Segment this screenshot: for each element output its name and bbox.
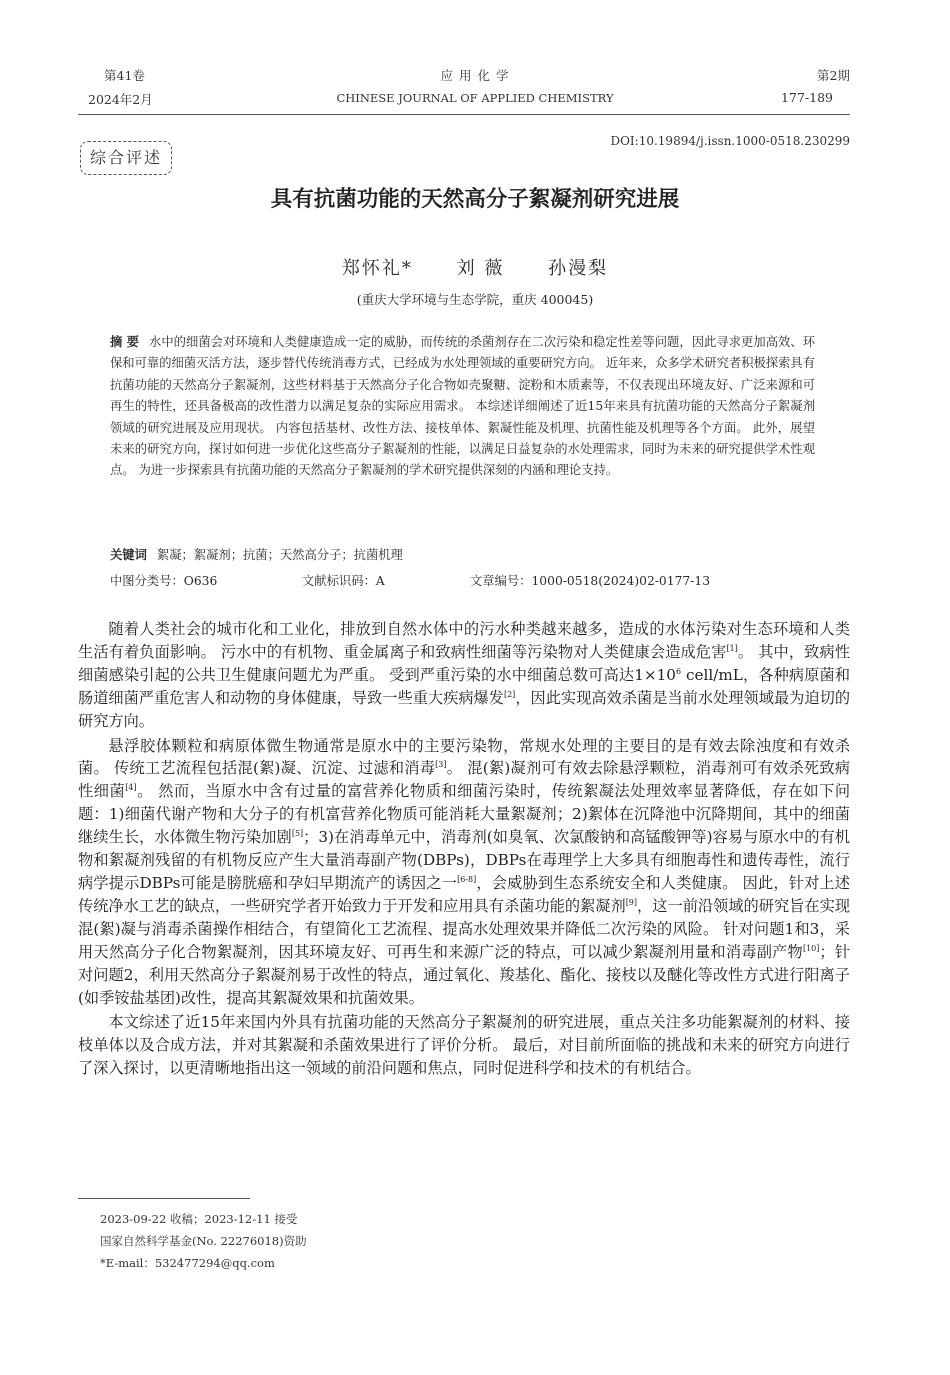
abstract xyxy=(110,332,815,482)
footnote-email: *E-mail：532477294@qq.com xyxy=(100,1256,275,1270)
citation: [5] xyxy=(291,829,304,839)
citation: [6-8] xyxy=(457,874,477,884)
doi: DOI:10.19894/j.issn.1000-0518.230299 xyxy=(610,134,850,148)
issue-number: 第2期 xyxy=(817,68,850,83)
citation: [3] xyxy=(435,760,447,770)
paragraph: 悬浮胶体颗粒和病原体微生物通常是原水中的主要污染物，常规水处理的主要目的是有效去除浊度和有效杀菌。 传统工艺流程包括混(絮)凝、沉淀、过滤和消毒[3]。 混(絮)凝剂可有效去除悬浮颗粒，消毒剂可有效杀死致病性细菌[4]。 然而，当原水中含有过量的富营养化物质和细菌污染时，传统絮凝法处理效率显著降低，存在如下问题：1)细菌代谢产物和大分子的有机富营养化物质可能消耗大量絮凝剂；2)絮体在沉降池中沉降期间，其中的细菌继续生长，水体微生物污染加剧[5]；3)在消毒单元中，消毒剂(如臭氧、次氯酸钠和高锰酸钾等)容易与原水中的有机物和絮凝剂残留的有机物反应产生大量消毒副产物(DBPs)，DBPs在毒理学上大多具有细胞毒性和遗传毒性，流行病学提示DBPs可能是膀胱癌和孕妇早期流产的诱因之一[6-8]，会威胁到生态系统安全和人类健康。 因此，针对上述传统净水工艺的缺点，一些研究学者开始致力于开发和应用具有杀菌功能的絮凝剂[9]，这一前沿领域的研究旨在实现混(絮)凝与消毒杀菌操作相结合，有望简化工艺流程、提高水处理效果并降低二次污染的风险。 针对问题1和3，采用天然高分子化合物絮凝剂，因其环境友好、可再生和来源广泛的特点，可以减少絮凝剂用量和消毒副产物[10]；针对问题2，利用天然高分子絮凝剂易于改性的特点，通过氧化、羧基化、酯化、接枝以及醚化等改性方式进行阳离子(如季铵盐基团)改性，提高其絮凝效果和抗菌效果。 xyxy=(78,736,851,1007)
citation: [4] xyxy=(125,783,137,793)
author: 刘 薇 xyxy=(456,258,505,279)
citation: [9] xyxy=(625,897,638,907)
citation: [1] xyxy=(726,643,738,653)
article-title: 具有抗菌功能的天然高分子絮凝剂研究进展 xyxy=(270,187,680,212)
page-range: 177-189 xyxy=(781,90,833,105)
footnote-rule xyxy=(78,1198,250,1199)
journal-name-cn: 应 用 化 学 xyxy=(440,68,510,83)
abstract-text: 水中的细菌会对环境和人类健康造成一定的威胁，而传统的杀菌剂存在二次污染和稳定性差等问题，因此寻求更加高效、环保和可靠的细菌灭活方法，逐步替代传统消毒方式，已经成为水处理领域的重要研究方向。 近年来，众多学术研究者积极探索具有抗菌功能的天然高分子絮凝剂，这些材料基于天然高分子化合物如壳聚糖、淀粉和木质素等，不仅表现出环境友好、广泛来源和可再生的特性，还具备极高的改性潜力以满足复杂的实际应用需求。 本综述详细阐述了近15年来具有抗菌功能的天然高分子絮凝剂领域的研究进展及应用现状。 内容包括基材、改性方法、接枝单体、絮凝性能及机理、抗菌性能及机理等各个方面。 此外，展望未来的研究方向，探讨如何进一步优化这些高分子絮凝剂的性能，以满足日益复杂的水处理需求，同时为未来的研究提供学术性观点。 为进一步探索具有抗菌功能的天然高分子絮凝剂的学术研究提供深刻的内涵和理论支持。 xyxy=(110,335,816,478)
author: 郑怀礼* xyxy=(341,258,413,279)
journal-name-en: CHINESE JOURNAL OF APPLIED CHEMISTRY xyxy=(336,91,614,105)
footnote-received: 2023-09-22 收稿；2023-12-11 接受 xyxy=(100,1212,298,1226)
author-list xyxy=(0,254,950,280)
volume-label: 第41卷 xyxy=(104,68,145,83)
exponent: 6 xyxy=(675,666,682,676)
citation: [2] xyxy=(503,689,516,699)
footnote-fund: 国家自然科学基金(No. 22276018)资助 xyxy=(100,1234,307,1248)
keywords xyxy=(110,545,403,563)
clc-number: 中图分类号：O636 xyxy=(110,574,218,588)
document-code: 文献标识码：A xyxy=(302,574,385,588)
author: 孙漫梨 xyxy=(548,258,609,279)
header-rule xyxy=(78,114,850,115)
citation: [10] xyxy=(802,943,820,953)
article-type-badge: 综合评述 xyxy=(80,141,172,175)
issue-date: 2024年2月 xyxy=(88,92,153,107)
affiliation: (重庆大学环境与生态学院，重庆 400045) xyxy=(356,292,594,307)
paragraph: 随着人类社会的城市化和工业化，排放到自然水体中的污水种类越来越多，造成的水体污染对生态环境和人类生活有着负面影响。 污水中的有机物、重金属离子和致病性细菌等污染物对人类健康会造成危害[1]。 其中，致病性细菌感染引起的公共卫生健康问题尤为严重。 受到严重污染的水中细菌总数可高达$1\times 10^6$ cell/mL，各种病原菌和肠道细菌严重危害人和动物的身体健康，导致一些重大疾病爆发[2]，因此实现高效杀菌是当前水处理领域最为迫切的研究方向。 xyxy=(78,620,851,730)
keywords-text: 絮凝；絮凝剂；抗菌；天然高分子；抗菌机理 xyxy=(156,548,403,562)
abstract-label: 摘 要 xyxy=(110,335,139,349)
article-number: 文章编号：1000-0518(2024)02-0177-13 xyxy=(470,574,711,588)
paragraph: 本文综述了近15年来国内外具有抗菌功能的天然高分子絮凝剂的研究进展，重点关注多功能絮凝剂的材料、接枝单体以及合成方法，并对其絮凝和杀菌效果进行了评价分析。 最后，对目前所面临的挑战和未来的研究方向进行了深入探讨，以更清晰地指出这一领域的前沿问题和焦点，同时促进科学和技术的有机结合。 xyxy=(78,1013,850,1078)
keywords-label: 关键词 xyxy=(110,548,147,562)
body-text xyxy=(78,618,850,1082)
